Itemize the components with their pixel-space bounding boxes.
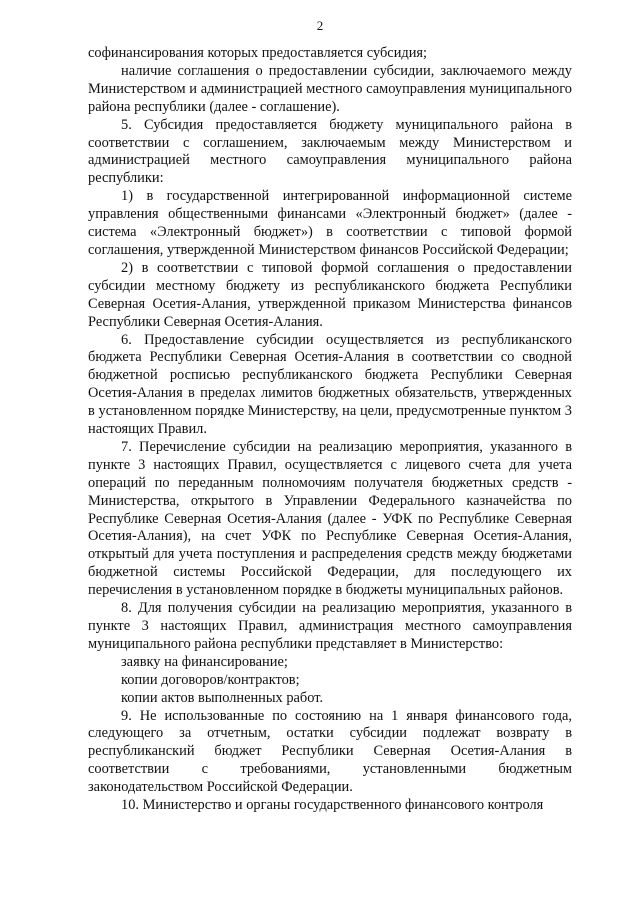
paragraph-item-7: 7. Перечисление субсидии на реализацию мероприятия, указанного в пункте 3 настоящих Правил, осуществляется с лицевого счета для учета операций по переданным полномочиям получателя бюджетных средств - Министерства, открытого в Управлении Федерального казначейства по Республике Северная Осетия-Алания (далее - УФК по Республике Северная Осетия-Алания), на счет УФК по Республике Северная Осетия-Алания, открытый для учета поступления и распределения средств между бюджетами бюджетной системы Российской Федерации, для последующего их перечисления в установленном порядке в бюджеты муниципальных районов. <box>88 438 572 599</box>
paragraph-item-9: 9. Не использованные по состоянию на 1 января финансового года, следующего за отчетным, остатки субсидии подлежат возврату в республиканский бюджет Республики Северная Осетия-Алания в соответствии с требованиями, установленными бюджетным законодательством Российской Федерации. <box>88 707 572 796</box>
paragraph-item-5-sub-1: 1) в государственной интегрированной информационной системе управления общественными финансами «Электронный бюджет» (далее - система «Электронный бюджет») в соответствии с типовой формой соглашения, утвержденной Министерством финансов Российской Федерации; <box>88 188 572 258</box>
paragraph-item-8: 8. Для получения субсидии на реализацию мероприятия, указанного в пункте 3 настоящих Правил, администрация местного самоуправления муниципального района республики представляет в Министерство: <box>88 600 572 652</box>
paragraph-item-10: 10. Министерство и органы государственного финансового контроля <box>121 797 544 814</box>
paragraph-agreement-condition: наличие соглашения о предоставлении субсидии, заключаемого между Министерством и администрацией местного самоуправления муниципального района республики (далее - соглашение). <box>88 62 572 115</box>
paragraph-continuation: софинансирования которых предоставляется субсидия; <box>88 45 428 61</box>
document-body <box>88 45 572 815</box>
list-item-funding-request: заявку на финансирование; <box>121 653 288 670</box>
list-item-contract-copies: копии договоров/контрактов; <box>121 671 300 688</box>
paragraph-item-5: 5. Субсидия предоставляется бюджету муниципального района в соответствии с соглашением, заключаемым между Министерством и администрацией местного самоуправления муниципального района республики: <box>88 116 572 187</box>
paragraph-item-6: 6. Предоставление субсидии осуществляется из республиканского бюджета Республики Северная Осетия-Алания в соответствии со сводной бюджетной росписью республиканского бюджета Республики Северная Осетия-Алания в пределах лимитов бюджетных обязательств, утвержденных в установленном порядке Министерству, на цели, предусмотренные пунктом 3 настоящих Правил. <box>88 331 572 438</box>
list-item-acts-copies: копии актов выполненных работ. <box>121 689 324 706</box>
paragraph-item-5-sub-2: 2) в соответствии с типовой формой соглашения о предоставлении субсидии местному бюджету из республиканского бюджета Республики Северная Осетия-Алания, утвержденной приказом Министерства финансов Республики Северная Осетия-Алания. <box>88 259 572 330</box>
page-number: 2 <box>316 18 324 33</box>
